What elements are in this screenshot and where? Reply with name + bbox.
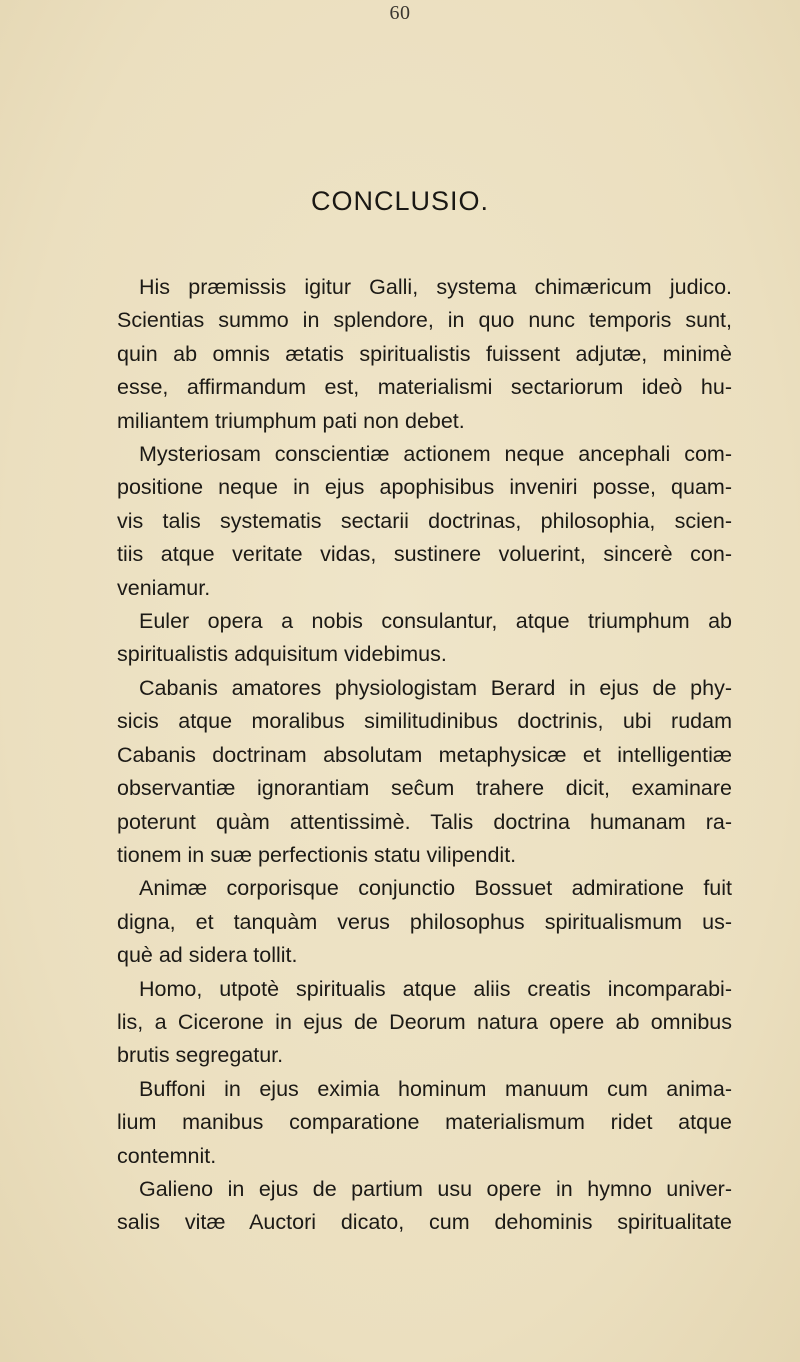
section-heading: CONCLUSIO. [310, 186, 490, 216]
text-line: veniamur. [117, 575, 211, 600]
text-line: poterunt quàm attentissimè. Talis doctrina humanam ra- [117, 809, 732, 834]
text-line: contemnit. [117, 1143, 217, 1168]
text-line: lium manibus comparatione materialismum ridet atque [117, 1110, 732, 1135]
text-line: Cabanis amatores physiologistam Berard in ejus de phy- [139, 675, 732, 700]
text-line: positione neque in ejus apophisibus inveniri posse, quam- [117, 475, 732, 500]
text-line: miliantem triumphum pati non debet. [117, 408, 465, 433]
text-line: què ad sidera tollit. [117, 943, 298, 968]
text-line: vis talis systematis sectarii doctrinas, philosophia, scien- [117, 508, 732, 533]
text-line: Cabanis doctrinam absolutam metaphysicæ et intelligentiæ [117, 742, 732, 767]
text-line: Homo, utpotè spiritualis atque aliis creatis incomparabi- [139, 976, 732, 1001]
text-line: Galieno in ejus de partium usu opere in hymno univer- [139, 1176, 732, 1201]
text-line: quin ab omnis ætatis spiritualistis fuissent adjutæ, minimè [117, 341, 732, 366]
text-line: Mysteriosam conscientiæ actionem neque ancephali com- [139, 442, 732, 467]
text-line: observantiæ ignorantiam seĉum trahere dicit, examinare [117, 776, 732, 801]
text-line: esse, affirmandum est, materialismi sectariorum ideò hu- [117, 375, 732, 400]
text-line: Buffoni in ejus eximia hominum manuum cum anima- [139, 1076, 732, 1101]
text-line: sicis atque moralibus similitudinibus doctrinis, ubi rudam [117, 709, 732, 734]
text-line: digna, et tanquàm verus philosophus spiritualismum us- [117, 909, 732, 934]
text-line: brutis segregatur. [117, 1043, 284, 1068]
text-line: His præmissis igitur Galli, systema chimæricum judico. [139, 275, 732, 299]
text-line: lis, a Cicerone in ejus de Deorum natura opere ab omnibus [117, 1009, 732, 1034]
text-line: tiis atque veritate vidas, sustinere voluerint, sincerè con- [117, 542, 732, 567]
text-line: Animæ corporisque conjunctio Bossuet admiratione fuit [139, 876, 732, 901]
text-line: tionem in suæ perfectionis statu vilipendit. [117, 842, 517, 867]
text-line: salis vitæ Auctori dicato, cum dehominis spiritualitate [117, 1210, 732, 1235]
text-line: spiritualistis adquisitum videbimus. [117, 642, 447, 667]
body-text [117, 271, 732, 1240]
text-line: Scientias summo in splendore, in quo nunc temporis sunt, [117, 308, 732, 333]
text-line: Euler opera a nobis consulantur, atque triumphum ab [139, 609, 732, 634]
page-number: 60 [389, 2, 411, 24]
